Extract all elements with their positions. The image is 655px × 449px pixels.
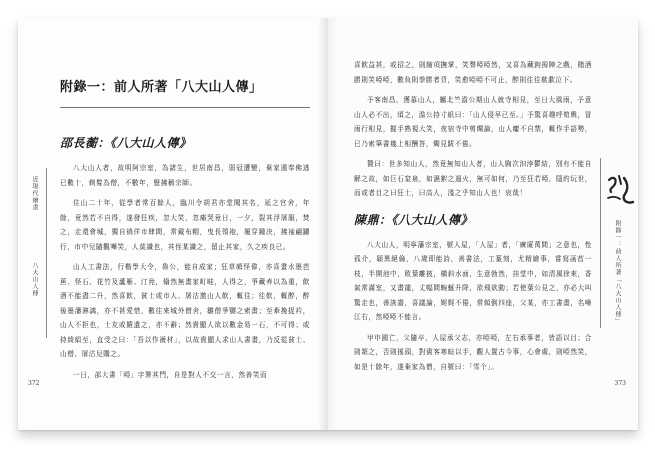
section-title-shao: 邵長蘅：《八大山人傳》 [60,136,192,150]
page-number-left: 372 [28,380,40,387]
paragraph: 山人工書法，行楷學大令，魯公，能自成家；狂草頗怪偉，亦喜畫水墨芭蕉、怪石、花竹及蘆雁、汀鳧，翛然無畫家町畦，人得之，爭藏弆以為重，飲酒不能盡二升，然喜飲，貧士或市人、屠沽邀山人飲，輒往；往飲，輒醉，醉後墨瀋淋漓，亦不甚愛惜，數往來城外僧舍，雛僧爭嬲之索畫；至牽挽捉衿，山人不拒也，士友或饋遺之，亦不辭；然貴顯人欲以數金易一石，不可得；或持綾絹至，直受之曰：「吾以作襪材」，以故貴顯人求山人書畫，乃反從貧士、山僧、屠沽兒購之。 [60,263,310,358]
calligraphy-seal-icon [605,172,635,208]
page-number-right: 373 [614,380,626,387]
paragraph: 一日，邵大書「啞」字署其門，自是對人不交一言，然善笑而 [73,370,268,379]
left-page-content [60,62,310,382]
section-title-chen: 陳鼎：《八大山人傳》 [354,212,474,227]
side-running-head-text: 附錄一：前人所著「八大山人傳」 [614,220,621,325]
right-page-content [354,58,592,374]
paragraph: 喜飲益甚，或招之，則縮項撫掌，笑聲啞啞然，又喜為藏鉤拇陣之戲，賭酒勝則笑啞啞，數負則拳勝者背，笑愈啞啞不可止，醉則往往欷歔泣下。 [354,61,592,84]
paragraph: 住山二十年，從學者常百餘人，臨川令胡君亦堂聞其名，延之官舍，年餘，竟然若不自得，遂發狂疾，忽大笑，忽痛哭竟日，一夕，裂其浮屠服，焚之，走還會城，獨自徜徉市肆間，常戴布帽，曳長領袍，履穿踵決，拂袖翩躚行，市中兒隨觀嘩笑，人莫識也，其侄某識之，留止其家，久之疾良已。 [60,199,310,251]
side-running-head-text: 近現代繪畫 [31,176,38,211]
paragraph: 甲申國亡，父隨卒，人屋承父志，亦啞啞，左右承事者，皆語以目；合則頷之，否則搖頭，對賓客寒暄以手，觀人置古今事，心會處，則啞然笑，如是十餘年，遂棄家為僧，自號曰：「雪个」。 [354,333,592,371]
book-spread [18,18,638,430]
left-page [18,18,328,430]
side-running-head-text-2: 八大山人傳 [31,262,38,297]
right-page [328,18,638,430]
paragraph: 八大山人，明寧藩宗室，號人屋，「人屋」者，「廣廈萬間」之意也，性孤介，穎異絕倫，八歲即能詩，善書法，工篆刻，尤精繪事，嘗寫菡萏一枝，半開池中，敗葉離披，橫斜水面，生意勃然，挂堂中，如清風徐來，香氣常滿室，又畫龍，丈幅間蜿蜒升降，欲飛欲動；若使葉公見之，亦必大叫驚走也，善詼諧，喜議論，娓娓不倦，常傾倒四座，父某，亦工書畫，名噪江右，然啞啞不能言。 [354,240,592,321]
right-side-running-head [600,158,637,328]
chapter-title: 附錄一：前人所著「八大山人傳」 [60,76,310,108]
paragraph: 贊曰：世多知山人，然竟無知山人者，山人胸次汩浡鬱結，別有不能自解之故，如巨石窒泉，如濕絮之遏火，無可如何，乃至狂若啞，隱約玩世，而或者目之曰狂士，曰高人，淺之乎知山人也！哀哉！ [354,160,592,197]
paragraph: 八大山人者，故明阿宗室，為諸生，世居南昌，弱冠遭變，棄家遁奉佛逃已數十，剃髮為僧，不數年，豎拂稱宗師。 [60,164,310,187]
left-side-running-head [26,168,47,338]
paragraph: 予客南昌，獲慕山人，屬北竺澹公期山人就寺相見，至日大風雨，予意山人必不出，頃之，澹公持寸紙曰：「山人侵早已至。」予驚喜趣呼筍輿，冒雨行相見，握手熟視大笑，夜宿寺中剪燭論，山人癯不自禁，輒作手語勢，已乃索筆書幾上相酬答，燭見跋不倦。 [354,96,592,148]
